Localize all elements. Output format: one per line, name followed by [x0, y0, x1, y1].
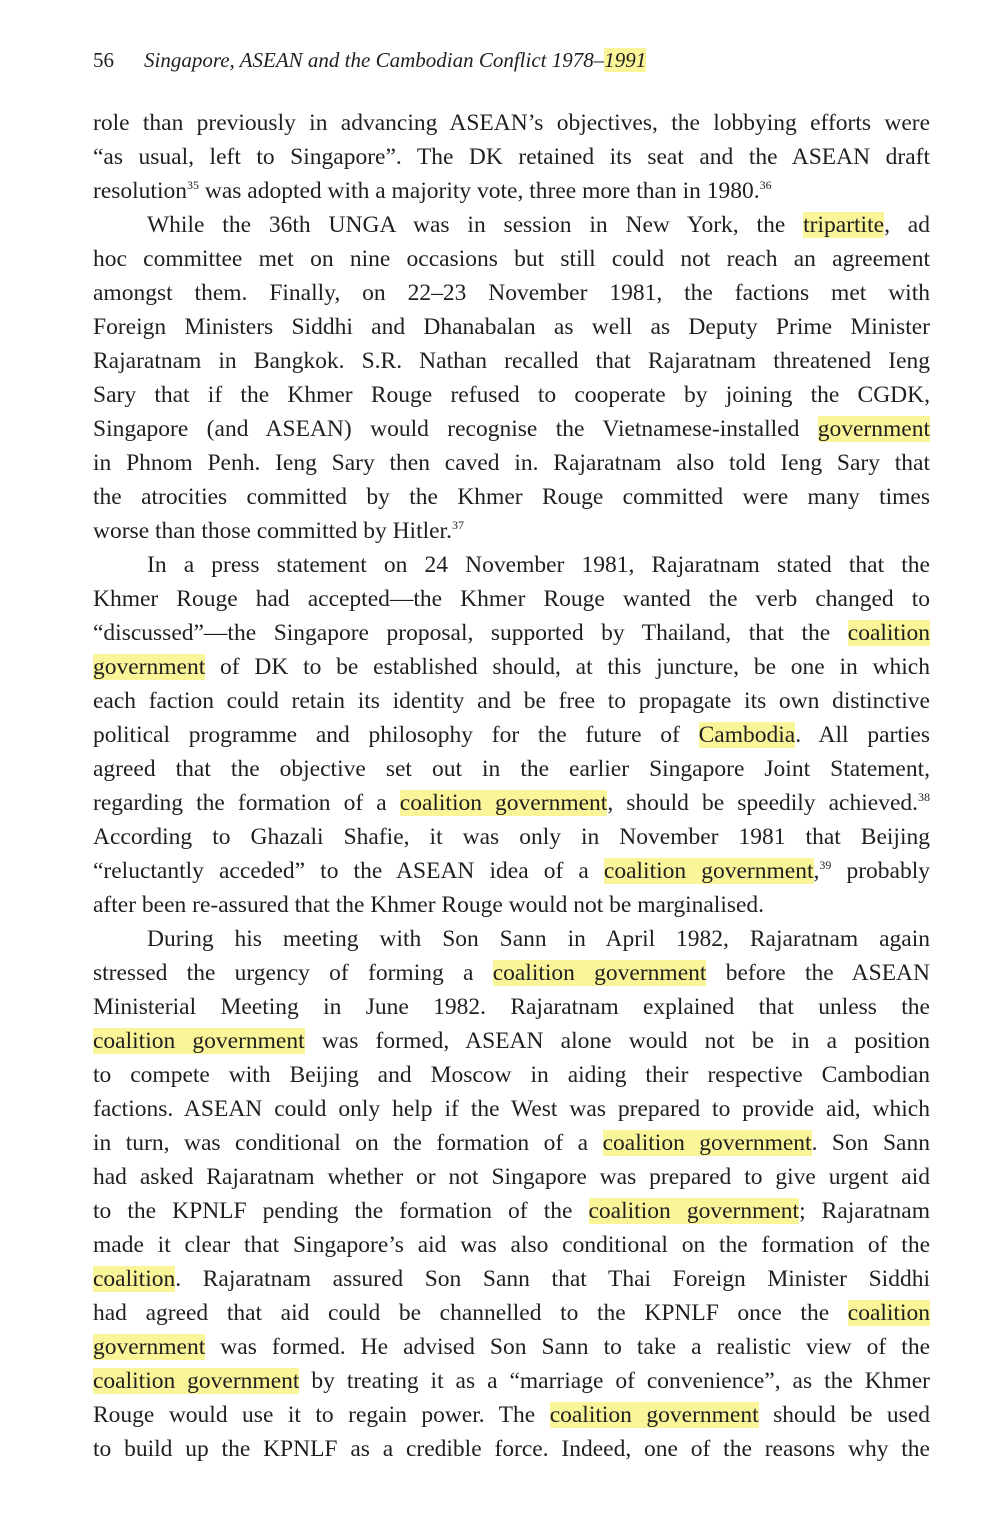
text-run: While the 36th UNGA was in session in New York, the: [147, 212, 804, 238]
text-run: should be used: [758, 1402, 930, 1428]
highlighted-text: coalition government: [492, 960, 707, 986]
highlighted-year: 1991: [604, 48, 647, 72]
text-line: [93, 582, 930, 616]
text-run: stressed the urgency of forming a: [93, 960, 493, 986]
text-line: [93, 650, 930, 684]
text-run: had agreed that aid could be channelled to the KPNLF once the: [93, 1300, 848, 1326]
text-line: [93, 1262, 930, 1296]
text-line: [93, 1092, 930, 1126]
text-run: Rajaratnam in Bangkok. S.R. Nathan recalled that Rajaratnam threatened Ieng: [93, 348, 930, 374]
text-run: in Phnom Penh. Ieng Sary then caved in. Rajaratnam also told Ieng Sary that: [93, 450, 930, 476]
text-run: probably: [831, 858, 931, 884]
text-run: to compete with Beijing and Moscow in aiding their respective Cambodian: [93, 1062, 930, 1088]
text-run: “as usual, left to Singapore”. The DK retained its seat and the ASEAN draft: [93, 144, 930, 170]
body-text: [93, 106, 930, 1466]
highlighted-text: coalition government: [93, 1368, 300, 1394]
text-line: [93, 888, 930, 922]
running-header: [93, 46, 646, 74]
text-run: resolution: [93, 178, 187, 204]
text-run: each faction could retain its identity and be free to propagate its own distinctive: [93, 688, 930, 714]
text-run: . Son Sann: [811, 1130, 930, 1156]
text-line: [93, 1398, 930, 1432]
highlighted-text: coalition government: [549, 1402, 759, 1428]
text-run: hoc committee met on nine occasions but still could not reach an agreement: [93, 246, 930, 272]
text-run: to build up the KPNLF as a credible force. Indeed, one of the reasons why the: [93, 1436, 930, 1462]
footnote-marker: 37: [451, 518, 464, 533]
text-run: by treating it as a “marriage of convenience”, as the Khmer: [299, 1368, 930, 1394]
highlighted-text: government: [93, 1334, 206, 1360]
text-line: [93, 786, 930, 820]
running-title: [144, 48, 646, 72]
highlighted-text: tripartite: [803, 212, 885, 238]
text-line: [93, 208, 930, 242]
text-run: ; Rajaratnam: [799, 1198, 930, 1224]
text-run: , should be speedily achieved.: [607, 790, 918, 816]
text-run: , ad: [884, 212, 930, 238]
text-line: [93, 1296, 930, 1330]
text-line: [93, 1432, 930, 1466]
text-line: [93, 718, 930, 752]
highlighted-text: coalition government: [603, 858, 814, 884]
text-line: [93, 990, 930, 1024]
text-run: made it clear that Singapore’s aid was also conditional on the formation of the: [93, 1232, 930, 1258]
text-line: [93, 310, 930, 344]
text-run: During his meeting with Son Sann in April 1982, Rajaratnam again: [147, 926, 930, 952]
text-line: [93, 242, 930, 276]
text-run: According to Ghazali Shafie, it was only in November 1981 that Beijing: [93, 824, 930, 850]
text-run: before the ASEAN: [706, 960, 930, 986]
text-line: [93, 106, 930, 140]
footnote-marker: 36: [759, 178, 772, 193]
text-line: [93, 378, 930, 412]
text-line: [93, 616, 930, 650]
text-line: [93, 140, 930, 174]
text-line: [93, 344, 930, 378]
text-line: [93, 1126, 930, 1160]
text-run: political programme and philosophy for the future of: [93, 722, 699, 748]
text-run: was formed. He advised Son Sann to take a realistic view of the: [205, 1334, 930, 1360]
text-line: [93, 1024, 930, 1058]
highlighted-text: coalition: [847, 1300, 930, 1326]
text-line: [93, 174, 930, 208]
text-line: [93, 1194, 930, 1228]
text-run: after been re-assured that the Khmer Rouge would not be marginalised.: [93, 892, 765, 918]
text-run: to the KPNLF pending the formation of the: [93, 1198, 589, 1224]
text-line: [93, 548, 930, 582]
text-line: [93, 922, 930, 956]
text-run: . Rajaratnam assured Son Sann that Thai Foreign Minister Siddhi: [175, 1266, 930, 1292]
text-line: [93, 752, 930, 786]
text-run: In a press statement on 24 November 1981, Rajaratnam stated that the: [147, 552, 930, 578]
running-title-text: Singapore, ASEAN and the Cambodian Conflict 1978–: [144, 48, 605, 72]
text-run: regarding the formation of a: [93, 790, 400, 816]
text-run: Singapore (and ASEAN) would recognise the Vietnamese-installed: [93, 416, 818, 442]
text-run: factions. ASEAN could only help if the West was prepared to provide aid, which: [93, 1096, 930, 1122]
text-line: [93, 1058, 930, 1092]
text-line: [93, 446, 930, 480]
text-line: [93, 854, 930, 888]
text-run: ,: [813, 858, 820, 884]
text-line: [93, 276, 930, 310]
text-run: “discussed”—the Singapore proposal, supported by Thailand, that the: [93, 620, 848, 646]
text-line: [93, 956, 930, 990]
text-run: Sary that if the Khmer Rouge refused to cooperate by joining the CGDK,: [93, 382, 930, 408]
highlighted-text: coalition government: [399, 790, 608, 816]
text-line: [93, 1364, 930, 1398]
text-line: [93, 514, 930, 548]
footnote-marker: 35: [187, 178, 199, 193]
text-run: worse than those committed by Hitler.: [93, 518, 452, 544]
page-number: 56: [93, 48, 114, 72]
text-run: Foreign Ministers Siddhi and Dhanabalan as well as Deputy Prime Minister: [93, 314, 930, 340]
text-run: Ministerial Meeting in June 1982. Rajaratnam explained that unless the: [93, 994, 930, 1020]
highlighted-text: government: [93, 654, 206, 680]
text-run: Rouge would use it to regain power. The: [93, 1402, 550, 1428]
text-run: in turn, was conditional on the formation of a: [93, 1130, 603, 1156]
text-line: [93, 820, 930, 854]
text-run: amongst them. Finally, on 22–23 November 1981, the factions met with: [93, 280, 930, 306]
text-line: [93, 1160, 930, 1194]
text-line: [93, 412, 930, 446]
footnote-marker: 38: [918, 790, 930, 805]
text-run: “reluctantly acceded” to the ASEAN idea of a: [93, 858, 604, 884]
text-line: [93, 1330, 930, 1364]
highlighted-text: coalition government: [602, 1130, 812, 1156]
text-run: agreed that the objective set out in the earlier Singapore Joint Statement,: [93, 756, 930, 782]
text-run: role than previously in advancing ASEAN’s objectives, the lobbying efforts were: [93, 110, 930, 136]
text-run: of DK to be established should, at this juncture, be one in which: [205, 654, 930, 680]
footnote-marker: 39: [819, 858, 832, 873]
highlighted-text: government: [817, 416, 930, 442]
highlighted-text: coalition: [847, 620, 930, 646]
text-line: [93, 1228, 930, 1262]
highlighted-text: coalition: [93, 1266, 176, 1292]
text-line: [93, 684, 930, 718]
text-run: the atrocities committed by the Khmer Rouge committed were many times: [93, 484, 930, 510]
text-run: was formed, ASEAN alone would not be in a position: [304, 1028, 930, 1054]
highlighted-text: coalition government: [588, 1198, 800, 1224]
text-run: Khmer Rouge had accepted—the Khmer Rouge wanted the verb changed to: [93, 586, 930, 612]
text-run: was adopted with a majority vote, three more than in 1980.: [199, 178, 760, 204]
text-run: had asked Rajaratnam whether or not Singapore was prepared to give urgent aid: [93, 1164, 930, 1190]
highlighted-text: coalition government: [93, 1028, 305, 1054]
text-line: [93, 480, 930, 514]
highlighted-text: Cambodia: [698, 722, 796, 748]
text-run: . All parties: [795, 722, 930, 748]
